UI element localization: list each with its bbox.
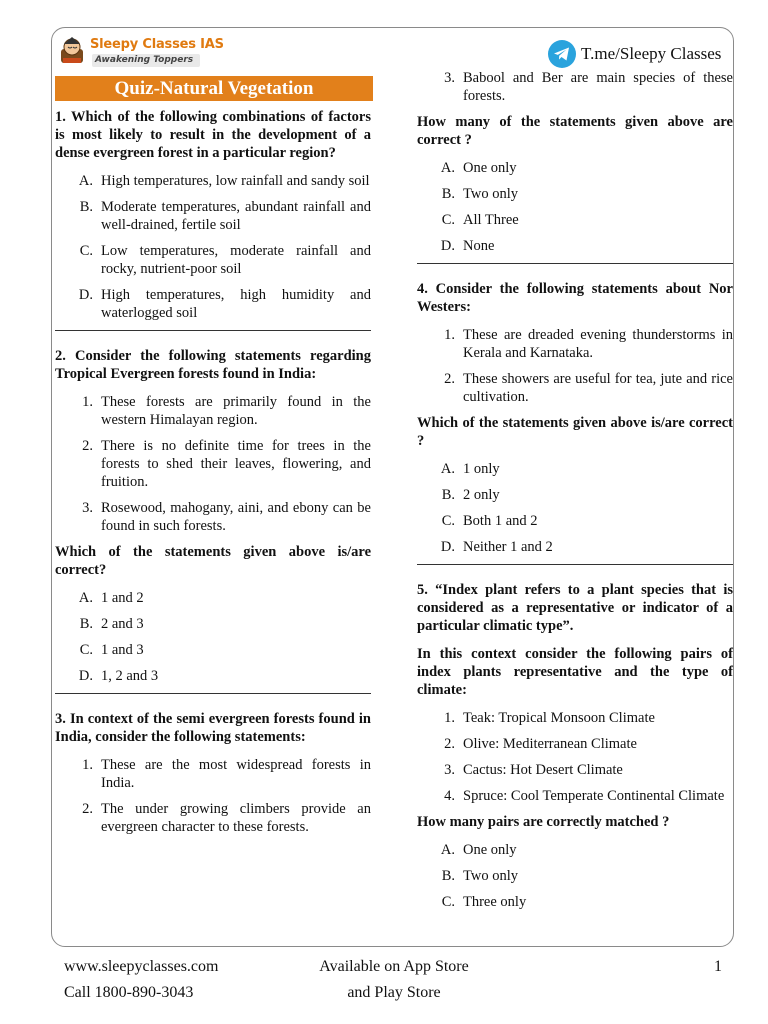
option: B. 2 only — [441, 487, 500, 503]
question-2: 2. Consider the following statements regarding Tropical Evergreen forests found in India: — [55, 348, 371, 382]
option: B. Two only — [441, 868, 518, 884]
logo-name: Sleepy Classes IAS — [90, 37, 224, 52]
q4-statements — [417, 326, 733, 406]
statement: 1. These are dreaded evening thunderstorms in Kerala and Karnataka. — [444, 327, 733, 361]
question-4-ask: Which of the statements given above is/are correct ? — [417, 415, 733, 449]
footer-store-line2: and Play Store — [347, 984, 441, 1001]
question-3: 3. In context of the semi evergreen forests found in India, consider the following statements: — [55, 711, 371, 745]
option: D. High temperatures, high humidity and waterlogged soil — [78, 287, 371, 321]
q5-options — [417, 841, 733, 911]
pair: 1. Teak: Tropical Monsoon Climate — [444, 710, 655, 726]
option: B. Two only — [441, 186, 518, 202]
footer-store — [296, 954, 492, 1006]
statement: 3. Rosewood, mahogany, aini, and ebony can be found in such forests. — [82, 500, 371, 534]
q5-pairs — [417, 709, 733, 805]
option: A. One only — [440, 160, 517, 176]
footer-phone: Call 1800-890-3043 — [64, 984, 194, 1001]
q2-statements — [55, 393, 371, 535]
page-title: Quiz-Natural Vegetation — [55, 76, 373, 101]
divider — [55, 330, 371, 331]
option: A. One only — [440, 842, 517, 858]
q4-options — [417, 460, 733, 556]
option: A. 1 only — [440, 461, 500, 477]
option: B. 2 and 3 — [79, 616, 144, 632]
option: C. Low temperatures, moderate rainfall and rocky, nutrient-poor soil — [79, 243, 371, 277]
option: B. Moderate temperatures, abundant rainfall and well-drained, fertile soil — [79, 199, 371, 233]
question-1: 1. Which of the following combinations of factors is most likely to result in the development of a dense evergreen forest in a particular region? — [55, 109, 371, 161]
question-5-context: In this context consider the following pairs of index plants representative and the type of climate: — [417, 646, 733, 698]
left-column — [55, 108, 371, 844]
option: D. None — [440, 238, 495, 254]
option: C. 1 and 3 — [79, 642, 144, 658]
statement: 1. These are the most widespread forests in India. — [82, 757, 371, 791]
divider — [55, 693, 371, 694]
statement: 3. Babool and Ber are main species of these forests. — [444, 70, 733, 104]
statement: 2. The under growing climbers provide an evergreen character to these forests. — [82, 801, 371, 835]
logo-tagline: Awakening Toppers — [92, 54, 200, 67]
option: D. Neither 1 and 2 — [440, 539, 553, 555]
q2-options — [55, 589, 371, 685]
question-5: 5. “Index plant refers to a plant species that is considered as a representative or indicator of a particular climatic type”. — [417, 582, 733, 634]
q1-options — [55, 172, 371, 322]
option: C. Three only — [441, 894, 527, 910]
statement: 2. There is no definite time for trees in the forests to shed their leaves, flowering, and fruition. — [82, 438, 371, 490]
option: C. Both 1 and 2 — [441, 513, 538, 529]
question-4: 4. Consider the following statements about Nor Westers: — [417, 281, 733, 315]
statement: 2. These showers are useful for tea, jute and rice cultivation. — [444, 371, 733, 405]
q3-statements — [55, 756, 371, 836]
option: D. 1, 2 and 3 — [78, 668, 159, 684]
page-number: 1 — [714, 958, 722, 975]
option: A. 1 and 2 — [78, 590, 144, 606]
question-2-ask: Which of the statements given above is/are correct? — [55, 544, 371, 578]
telegram-text[interactable]: T.me/Sleepy Classes — [581, 44, 722, 63]
pair: 2. Olive: Mediterranean Climate — [444, 736, 637, 752]
footer-store-line1: Available on App Store — [319, 958, 469, 975]
divider — [417, 564, 733, 565]
question-3-ask: How many of the statements given above are correct ? — [417, 114, 733, 148]
q3-options — [417, 159, 733, 255]
q3-statements-continued — [417, 69, 733, 105]
sleepy-mascot-icon — [58, 36, 88, 66]
divider — [417, 263, 733, 264]
logo — [58, 36, 238, 72]
right-column — [417, 69, 733, 919]
question-5-ask: How many pairs are correctly matched ? — [417, 814, 670, 830]
telegram-icon — [548, 40, 576, 68]
footer-website[interactable]: www.sleepyclasses.com — [64, 958, 219, 975]
footer-contact — [64, 954, 218, 1006]
pair: 3. Cactus: Hot Desert Climate — [444, 762, 623, 778]
option: C. All Three — [441, 212, 519, 228]
pair: 4. Spruce: Cool Temperate Continental Climate — [444, 788, 725, 804]
option: A. High temperatures, low rainfall and sandy soil — [78, 173, 370, 189]
statement: 1. These forests are primarily found in the western Himalayan region. — [82, 394, 371, 428]
